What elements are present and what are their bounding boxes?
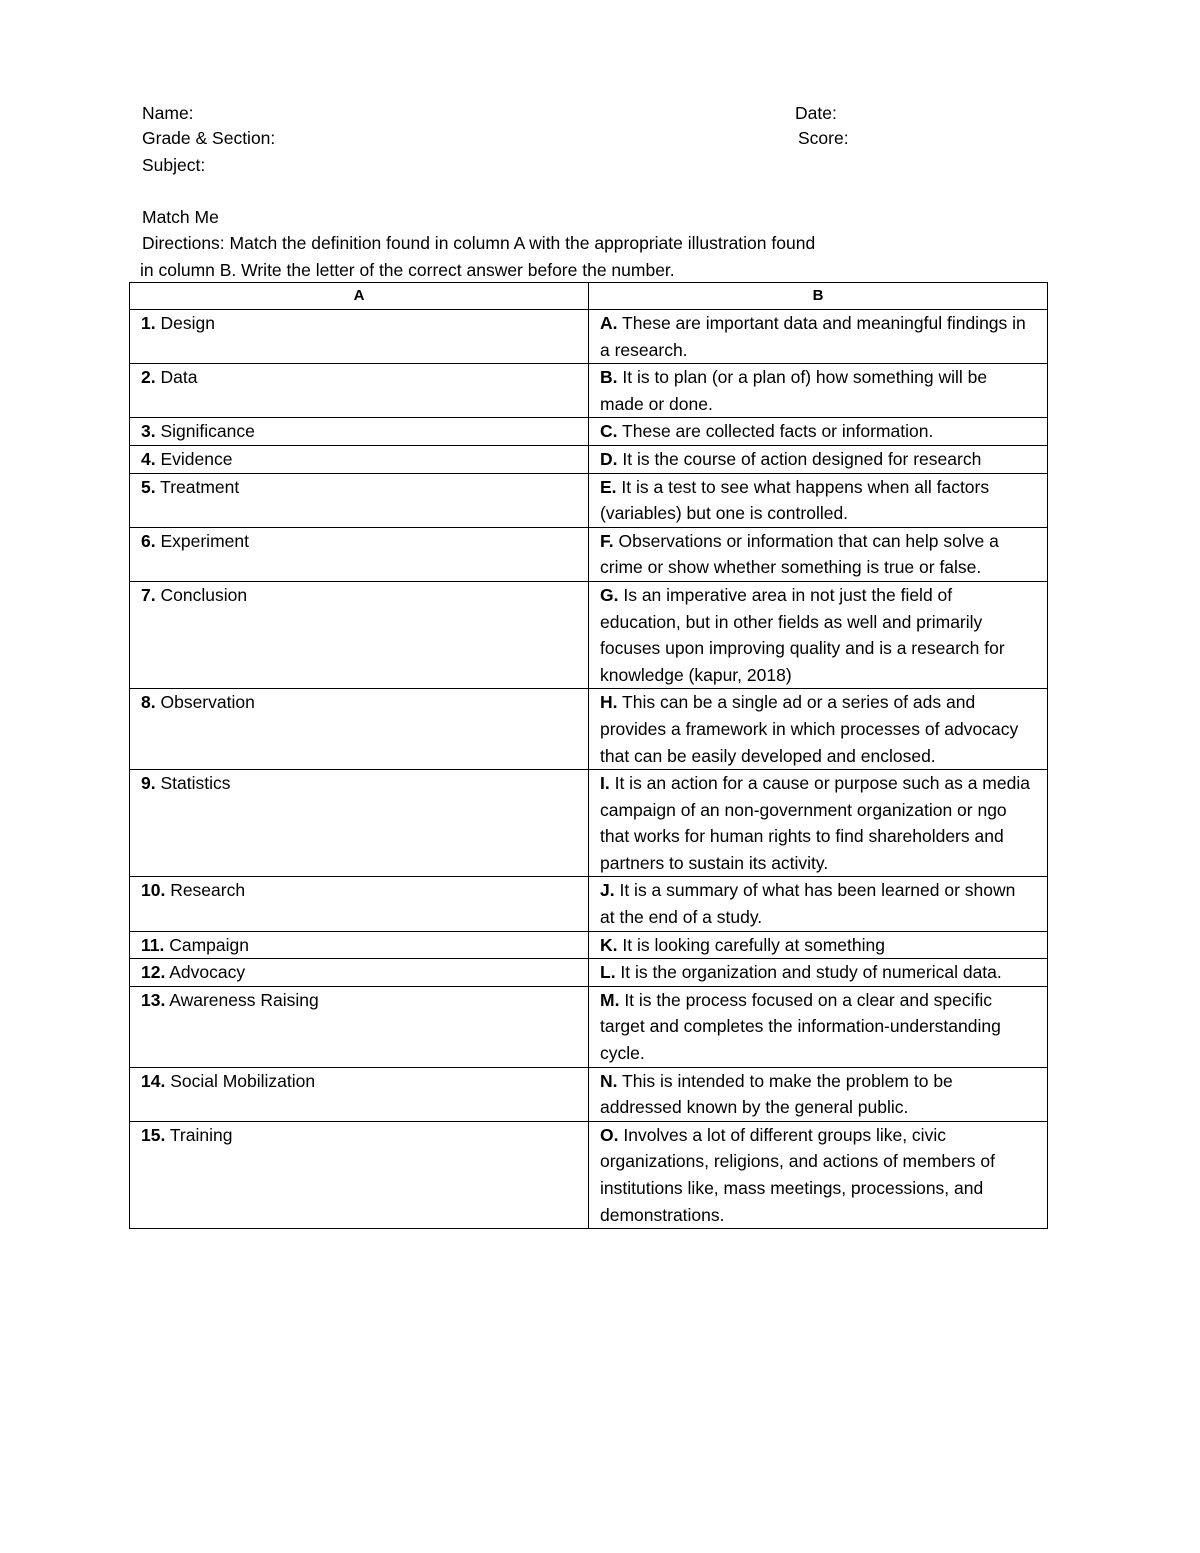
definition-text: It is a summary of what has been learned or shown at the end of a study. xyxy=(600,880,1016,928)
definition-letter: H. xyxy=(600,692,618,713)
definition-text: Observations or information that can help solve a crime or show whether something is true or false. xyxy=(600,530,999,578)
table-row xyxy=(130,931,1048,959)
definition-letter: A. xyxy=(600,313,618,333)
grade-section-label: Grade & Section: xyxy=(142,128,276,148)
definition-letter: M. xyxy=(600,989,620,1010)
term-number: 7. xyxy=(141,584,156,605)
definition-text: Is an imperative area in not just the field of education, but in other fields as well and primarily focuses upon improving quality and is a research for knowledge (kapur, 2018) xyxy=(600,584,1005,685)
directions xyxy=(142,230,972,283)
term-cell xyxy=(130,473,589,527)
definition-cell xyxy=(589,1067,1048,1121)
term-cell xyxy=(130,877,589,931)
term-text: Conclusion xyxy=(155,584,248,605)
definition-cell xyxy=(589,986,1048,1067)
table-body xyxy=(130,310,1048,1229)
table-row xyxy=(130,986,1048,1067)
term-cell xyxy=(130,1067,589,1121)
table-row xyxy=(130,959,1048,987)
table-row xyxy=(130,1067,1048,1121)
table-row xyxy=(130,527,1048,581)
definition-cell xyxy=(589,310,1048,364)
term-text: Design xyxy=(155,313,215,333)
table-row xyxy=(130,581,1048,688)
directions-line-1 xyxy=(142,230,972,257)
table-row xyxy=(130,310,1048,364)
definition-letter: C. xyxy=(600,421,618,442)
definition-cell xyxy=(589,364,1048,418)
term-text: Experiment xyxy=(155,530,249,551)
term-text: Advocacy xyxy=(165,962,246,983)
term-cell xyxy=(130,418,589,446)
term-number: 10. xyxy=(141,880,166,901)
table-row xyxy=(130,770,1048,877)
term-number: 13. xyxy=(141,989,166,1010)
term-number: 6. xyxy=(141,530,156,551)
definition-cell xyxy=(589,959,1048,987)
definition-text: It is to plan (or a plan of) how something will be made or done. xyxy=(600,367,988,414)
term-text: Significance xyxy=(155,421,255,442)
definition-letter: L. xyxy=(600,962,616,983)
table-row xyxy=(130,473,1048,527)
definition-letter: K. xyxy=(600,934,618,955)
definition-cell xyxy=(589,770,1048,877)
term-number: 5. xyxy=(141,476,156,497)
term-cell xyxy=(130,445,589,473)
name-label: Name: xyxy=(142,103,194,123)
definition-cell xyxy=(589,877,1048,931)
table-row xyxy=(130,364,1048,418)
definition-text: It is the process focused on a clear and specific target and completes the information-understanding cycle. xyxy=(600,989,1001,1064)
term-cell xyxy=(130,310,589,364)
term-cell xyxy=(130,931,589,959)
directions-label: Directions: xyxy=(142,233,225,253)
definition-text: It is the organization and study of numerical data. xyxy=(615,962,1002,983)
definition-cell xyxy=(589,1121,1048,1228)
subject-label: Subject: xyxy=(142,155,206,175)
definition-text: It is looking carefully at something xyxy=(617,934,885,955)
term-number: 3. xyxy=(141,421,156,442)
definition-text: It is an action for a cause or purpose such as a media campaign of an non-government organization or ngo that works for human rights to find shareholders and partners to sustain its activity. xyxy=(600,773,1030,873)
definition-letter: G. xyxy=(600,584,619,605)
term-cell xyxy=(130,770,589,877)
definition-cell xyxy=(589,931,1048,959)
definition-cell xyxy=(589,473,1048,527)
table-row xyxy=(130,689,1048,770)
definition-cell xyxy=(589,445,1048,473)
definition-letter: N. xyxy=(600,1070,618,1091)
definition-letter: B. xyxy=(600,367,618,388)
term-number: 9. xyxy=(141,773,156,794)
definition-letter: I. xyxy=(600,773,610,794)
directions-text-1: Match the definition found in column A with the appropriate illustration found xyxy=(224,233,816,253)
term-text: Statistics xyxy=(155,773,231,794)
term-text: Campaign xyxy=(164,934,250,955)
definition-cell xyxy=(589,527,1048,581)
term-number: 15. xyxy=(141,1124,166,1145)
term-cell xyxy=(130,527,589,581)
worksheet-title: Match Me xyxy=(142,207,219,227)
term-number: 8. xyxy=(141,692,156,713)
term-number: 11. xyxy=(141,934,165,955)
matching-table xyxy=(129,282,1048,1229)
definition-letter: D. xyxy=(600,448,618,469)
definition-text: This is intended to make the problem to be addressed known by the general public. xyxy=(600,1070,953,1118)
term-text: Training xyxy=(165,1124,233,1145)
term-number: 4. xyxy=(141,448,156,469)
term-text: Treatment xyxy=(155,476,240,497)
term-text: Social Mobilization xyxy=(165,1070,316,1091)
term-number: 12. xyxy=(141,962,166,983)
term-cell xyxy=(130,689,589,770)
definition-text: This can be a single ad or a series of ads and provides a framework in which processes of advocacy that can be easily developed and enclosed. xyxy=(600,692,1019,766)
definition-letter: J. xyxy=(600,880,615,901)
definition-letter: E. xyxy=(600,476,617,497)
definition-text: Involves a lot of different groups like, civic organizations, religions, and actions of members of institutions like, mass meetings, processions, and demonstrations. xyxy=(600,1124,995,1225)
table-header-row xyxy=(130,283,1048,310)
term-text: Awareness Raising xyxy=(165,989,319,1010)
table-row xyxy=(130,418,1048,446)
definition-cell xyxy=(589,689,1048,770)
definition-cell xyxy=(589,581,1048,688)
score-label: Score: xyxy=(798,128,849,148)
definition-letter: O. xyxy=(600,1124,619,1145)
definition-text: It is a test to see what happens when all factors (variables) but one is controlled. xyxy=(600,476,990,524)
column-b-header: B xyxy=(589,283,1048,310)
definition-text: These are collected facts or information. xyxy=(617,421,934,442)
term-text: Data xyxy=(155,367,198,388)
table-row xyxy=(130,1121,1048,1228)
term-number: 1. xyxy=(141,313,156,333)
definition-letter: F. xyxy=(600,530,614,551)
term-number: 14. xyxy=(141,1070,166,1091)
directions-line-2: in column B. Write the letter of the correct answer before the number. xyxy=(140,259,675,280)
term-cell xyxy=(130,581,589,688)
term-text: Observation xyxy=(155,692,255,713)
table-row xyxy=(130,445,1048,473)
definition-text: It is the course of action designed for research xyxy=(617,448,982,469)
date-label: Date: xyxy=(795,103,837,123)
term-number: 2. xyxy=(141,367,156,388)
term-cell xyxy=(130,364,589,418)
table-row xyxy=(130,877,1048,931)
term-cell xyxy=(130,986,589,1067)
definition-cell xyxy=(589,418,1048,446)
term-text: Evidence xyxy=(155,448,233,469)
column-a-header: A xyxy=(130,283,589,310)
term-cell xyxy=(130,1121,589,1228)
term-text: Research xyxy=(165,880,246,901)
definition-text: These are important data and meaningful findings in a research. xyxy=(600,313,1026,360)
term-cell xyxy=(130,959,589,987)
